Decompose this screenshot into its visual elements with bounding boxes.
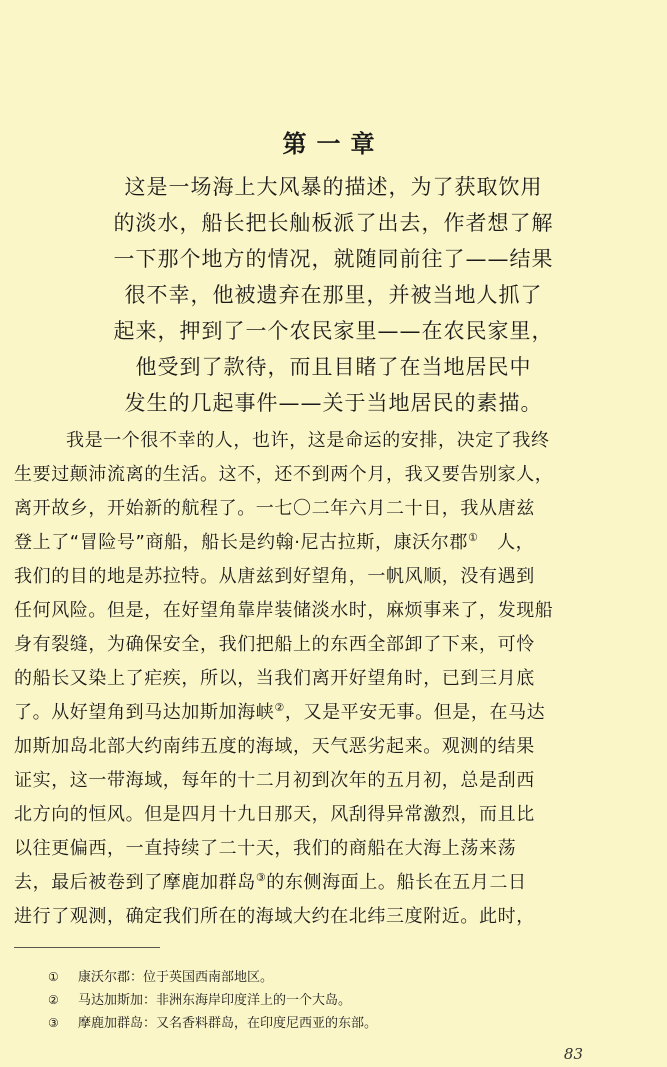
footnote-item xyxy=(48,966,377,989)
footnote-mark: ② xyxy=(48,993,59,1007)
body-line xyxy=(14,526,654,560)
body-line: 我们的目的地是苏拉特。从唐兹到好望角，一帆风顺，没有遇到 xyxy=(14,566,535,587)
body-line xyxy=(14,866,654,900)
summary-line: 他受到了款待，而且目睹了在当地居民中 xyxy=(135,355,532,379)
footnote-ref-2[interactable]: ② xyxy=(274,701,285,714)
summary-line: 很不幸，他被遗弃在那里，并被当地人抓了 xyxy=(124,283,543,307)
body-text-segment: 去，最后被卷到了摩鹿加群岛 xyxy=(14,872,256,893)
body-line: 身有裂缝，为确保安全，我们把船上的东西全部卸了下来，可怜 xyxy=(14,634,535,655)
footnote-text: 马达加斯加：非洲东海岸印度洋上的一个大岛。 xyxy=(78,993,352,1008)
footnote-item xyxy=(48,1012,377,1035)
body-line: 离开故乡，开始新的航程了。一七〇二年六月二十日，我从唐兹 xyxy=(14,498,535,519)
body-line: 任何风险。但是，在好望角靠岸装储淡水时，麻烦事来了，发现船 xyxy=(14,600,554,621)
page-number: 83 xyxy=(563,1045,583,1063)
footnote-text: 摩鹿加群岛：又名香料群岛，在印度尼西亚的东部。 xyxy=(78,1016,378,1031)
body-line: 北方向的恒风。但是四月十九日那天，风刮得异常激烈，而且比 xyxy=(14,804,535,825)
chapter-summary xyxy=(0,169,667,421)
body-text-segment: 登上了“冒险号”商船，船长是约翰·尼古拉斯，康沃尔郡 xyxy=(14,532,468,553)
summary-line: 发生的几起事件——关于当地居民的素描。 xyxy=(124,391,543,415)
footnote-mark: ③ xyxy=(48,1016,59,1030)
body-text-segment: 的东侧海面上。船长在五月二日 xyxy=(266,872,527,893)
footnote-mark: ① xyxy=(48,970,59,984)
summary-line: 这是一场海上大风暴的描述，为了获取饮用 xyxy=(124,175,543,199)
footnote-item xyxy=(48,989,377,1012)
body-line: 的船长又染上了疟疾，所以，当我们离开好望角时，已到三月底 xyxy=(14,668,535,689)
body-line: 生要过颠沛流离的生活。这不，还不到两个月，我又要告别家人， xyxy=(14,464,554,485)
body-line xyxy=(14,696,654,730)
summary-line: 的淡水，船长把长舢板派了出去，作者想了解 xyxy=(113,211,554,235)
body-line: 证实，这一带海域，每年的十二月初到次年的五月初，总是刮西 xyxy=(14,770,535,791)
body-text-segment: 了。从好望角到马达加斯加海峡 xyxy=(14,702,275,723)
body-line: 以往更偏西，一直持续了二十天，我们的商船在大海上荡来荡 xyxy=(14,838,517,859)
body-text xyxy=(14,424,654,934)
footnotes xyxy=(48,966,377,1035)
body-text-segment: 人， xyxy=(497,532,535,553)
body-text-segment: ，又是平安无事。但是，在马达 xyxy=(284,702,546,723)
body-line: 我是一个很不幸的人，也许，这是命运的安排，决定了我终 xyxy=(66,430,550,451)
footnote-text: 康沃尔郡：位于英国西南部地区。 xyxy=(78,970,274,985)
footnote-ref-3[interactable]: ③ xyxy=(255,871,267,884)
chapter-title: 第一章 xyxy=(282,130,385,158)
footnote-ref-1[interactable]: ① xyxy=(467,531,479,544)
footnote-divider xyxy=(14,947,160,948)
body-line: 加斯加岛北部大约南纬五度的海域，天气恶劣起来。观测的结果 xyxy=(14,736,535,757)
summary-line: 起来，押到了一个农民家里——在农民家里， xyxy=(113,319,554,343)
body-line: 进行了观测，确定我们所在的海域大约在北纬三度附近。此时， xyxy=(14,906,535,927)
summary-line: 一下那个地方的情况，就随同前往了——结果 xyxy=(113,247,554,271)
